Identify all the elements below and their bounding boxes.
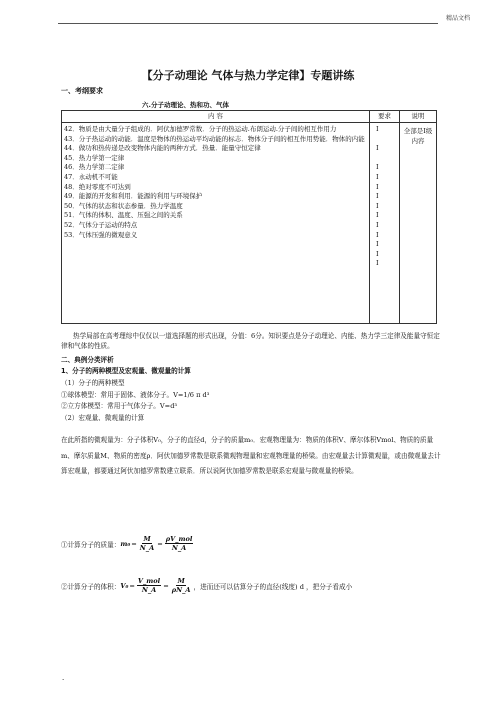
- formula2-fraction-2: [171, 577, 192, 594]
- header-divider: [58, 23, 438, 24]
- formula1-label: ①计算分子的质量：: [61, 540, 121, 549]
- subsection-heading-models: 1、分子的两种模型及宏观量、微观量的计算: [61, 367, 191, 375]
- formula2-eq: =: [129, 581, 135, 590]
- table-header-note: 说明: [400, 111, 437, 123]
- exam-summary-text: 热学局部在高考理综中仅仅以一道选择题的形式出现，分值：6分。知识要点是分子动理论、内能、热力学三定律及能量守恒定律和气体的性质。: [61, 332, 440, 350]
- formula1-den2: N_A: [171, 544, 187, 552]
- formula1-den1: N_A: [139, 544, 155, 552]
- formula2-den1: N_A: [141, 586, 157, 594]
- models-title: （1）分子的两种模型: [61, 379, 125, 387]
- formula2-lhs: V₀: [120, 581, 129, 590]
- formula2-num1: V_mol: [137, 577, 161, 585]
- formula1-eq2: =: [157, 539, 163, 548]
- section-heading-examples: 二、典例分类评析: [61, 356, 114, 364]
- formula2-eq2: =: [163, 581, 169, 590]
- page-title: 【分子动理论 气体与热力学定律】专题讲练: [141, 69, 355, 82]
- table-header-row: [62, 111, 437, 123]
- formula1-fraction-1: [139, 535, 155, 552]
- table-header-level: 要求: [370, 111, 400, 123]
- syllabus-subtitle: 六.分子动理论、热和功、气体: [142, 101, 229, 109]
- table-cell-levels: [370, 123, 400, 324]
- quantities-paragraph: 在此所指的微观量为：分子体积V₀，分子的直径d，分子的质量m₀．宏观物理量为：物质的体积V、摩尔体积Vmol、物质的质量m、摩尔质量M、物质的密度ρ．阿伏加德罗常数是联系微观物理量和宏观物理量的桥梁。由宏观量去计算微观量，或由微观量去计算宏观量，都要通过阿伏加德罗常数建立联系．所以说阿伏加德罗常数是联系宏观量与微观量的桥梁。: [61, 436, 441, 475]
- table-row: [62, 123, 437, 324]
- model-cube: ②立方体模型：常用于气体分子。V=d³: [61, 402, 178, 410]
- header-brand: 精品文档: [445, 15, 470, 22]
- formula2-den2: ρN_A: [171, 586, 191, 594]
- formula-molecule-volume: [61, 577, 352, 594]
- formula1-fraction-2: [165, 535, 194, 552]
- formula2-tail: ，进而还可以估算分子的直径(线度) d ，把分子看成小: [193, 582, 353, 591]
- formula1-lhs: m₀: [120, 539, 131, 548]
- content-list: 42．物质是由大量分子组成的．阿伏加德罗常数．分子的热运动.布朗运动.分子间的相互作用力 43．分子热运动的动能．温度是物体的热运动平均动能的标志．物体分子间的相互作用势能．物体的内能 44．做功和热传递是改变物体内能的两种方式．热量．能量守恒定律 45．热力学第一定律 46．热力学第二定律 47．永动机不可能 48．绝对零度不可达到 49．能源的开发和利用．能源的利用与环境保护 50．气体的状态和状态参量．热力学温度 51．气体的体积、温度、压强之间的关系 52．气体分子运动的特点 53．气体压强的微观意义: [64, 125, 365, 239]
- syllabus-table: [61, 110, 437, 324]
- table-cell-note: 全部是Ⅰ级内容: [400, 123, 437, 324]
- section-heading-syllabus: 一、考纲要求: [61, 87, 103, 95]
- model-sphere: ①球体模型：常用于固体、液体分子。V=1/6 π d³: [61, 391, 210, 399]
- level-list: Ⅰ Ⅰ Ⅰ Ⅰ Ⅰ Ⅰ Ⅰ Ⅰ Ⅰ Ⅰ Ⅰ Ⅰ Ⅰ: [376, 125, 379, 268]
- formula2-fraction-1: [137, 577, 161, 594]
- formula1-eq: =: [131, 539, 137, 548]
- formula2-num2: M: [177, 577, 185, 585]
- formula1-num1: M: [143, 535, 151, 543]
- footer-mark: .: [62, 674, 65, 682]
- formula-molecule-mass: [61, 535, 195, 552]
- exam-summary: [61, 331, 441, 351]
- table-cell-content: [62, 123, 370, 324]
- macro-micro-title: （2）宏观量、微观量的计算: [61, 414, 145, 422]
- table-header-content: 内 容: [62, 111, 370, 123]
- formula2-label: ②计算分子的体积：: [61, 582, 121, 591]
- formula1-num2: ρV_mol: [165, 535, 193, 543]
